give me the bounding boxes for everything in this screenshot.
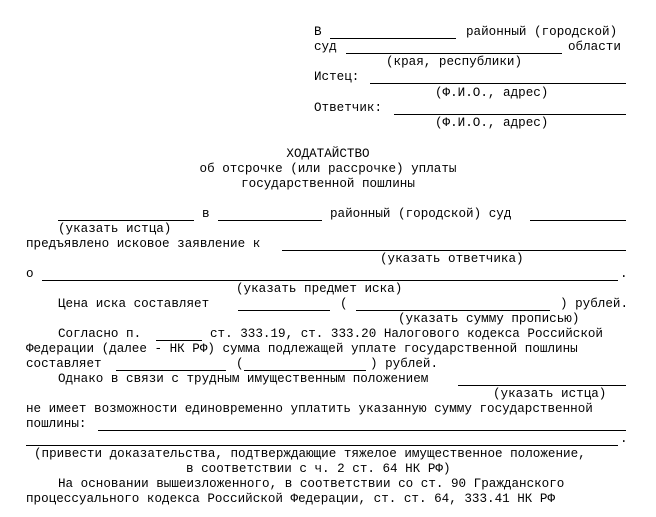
hardship-text: Однако в связи с трудным имущественным положением xyxy=(58,372,429,386)
header-v-label: В xyxy=(314,25,322,39)
defendant-hint-body: (указать ответчика) xyxy=(380,252,524,266)
duty-amount-rubles: ) рублей. xyxy=(370,357,439,371)
duty-amount-text: Федерации (далее - НК РФ) сумма подлежащей уплате государственной пошлины xyxy=(26,342,578,356)
document-subtitle-1: об отсрочке (или рассрочке) уплаты xyxy=(199,162,457,176)
evidence-period: . xyxy=(620,432,628,446)
plaintiff-hardship-blank xyxy=(458,385,626,386)
plaintiff-hint: (Ф.И.О., адрес) xyxy=(435,86,549,100)
defendant-body-blank xyxy=(282,250,626,251)
document-title: ХОДАТАЙСТВО xyxy=(286,147,370,161)
court-type-blank xyxy=(530,220,626,221)
plaintiff-hint-body: (указать истца) xyxy=(58,222,172,236)
court-blank xyxy=(218,220,322,221)
claim-filed-text: предъявлено исковое заявление к xyxy=(26,237,261,251)
claim-price-paren: ( xyxy=(340,297,348,311)
claim-price-words-blank xyxy=(356,310,550,311)
evidence-blank-1 xyxy=(98,430,626,431)
claim-subject-blank xyxy=(42,280,618,281)
plaintiff-hint-2: (указать истца) xyxy=(493,387,607,401)
inability-text: не имеет возможности единовременно уплатить указанную сумму государственной xyxy=(26,402,593,416)
duty-label: пошлины: xyxy=(26,417,87,431)
header-sud-label: суд xyxy=(314,40,337,54)
defendant-hint: (Ф.И.О., адрес) xyxy=(435,116,549,130)
amount-label: составляет xyxy=(26,357,102,371)
region-blank xyxy=(346,53,562,54)
header-rayon-label: районный (городской) xyxy=(466,25,618,39)
amount-words-hint: (указать сумму прописью) xyxy=(398,312,580,326)
defendant-label: Ответчик: xyxy=(314,101,383,115)
evidence-blank-2 xyxy=(26,445,618,446)
duty-amount-blank xyxy=(116,370,226,371)
claim-price-blank xyxy=(238,310,330,311)
subject-hint: (указать предмет иска) xyxy=(236,282,403,296)
subject-o-label: о xyxy=(26,267,34,281)
conclusion-text-1: На основании вышеизложенного, в соответствии со ст. 90 Гражданского xyxy=(58,477,565,491)
body-rayon-label: районный (городской) суд xyxy=(330,207,512,221)
conclusion-text-2: процессуального кодекса Российской Федерации, ст. ст. 64, 333.41 НК РФ xyxy=(26,492,556,506)
duty-amount-words-blank xyxy=(244,370,366,371)
plaintiff-label: Истец: xyxy=(314,70,360,84)
according-to-label: Согласно п. xyxy=(58,327,142,341)
duty-amount-paren: ( xyxy=(236,357,244,371)
body-v-label: в xyxy=(202,207,210,221)
plaintiff-name-blank xyxy=(58,220,194,221)
region-hint: (края, республики) xyxy=(386,55,523,69)
court-name-blank xyxy=(330,38,456,39)
evidence-hint-2: в соответствии с ч. 2 ст. 64 НК РФ) xyxy=(186,462,451,476)
tax-code-articles: ст. 333.19, ст. 333.20 Налогового кодекса Российской xyxy=(210,327,603,341)
clause-number-blank xyxy=(156,340,202,341)
header-oblasti-label: области xyxy=(568,40,621,54)
document-subtitle-2: государственной пошлины xyxy=(241,177,415,191)
plaintiff-blank xyxy=(370,83,626,84)
claim-price-label: Цена иска составляет xyxy=(58,297,210,311)
evidence-hint-1: (привести доказательства, подтверждающие тяжелое имущественное положение, xyxy=(34,447,586,461)
subject-period: . xyxy=(620,267,628,281)
claim-price-rubles: ) рублей. xyxy=(560,297,629,311)
defendant-blank xyxy=(394,114,626,115)
